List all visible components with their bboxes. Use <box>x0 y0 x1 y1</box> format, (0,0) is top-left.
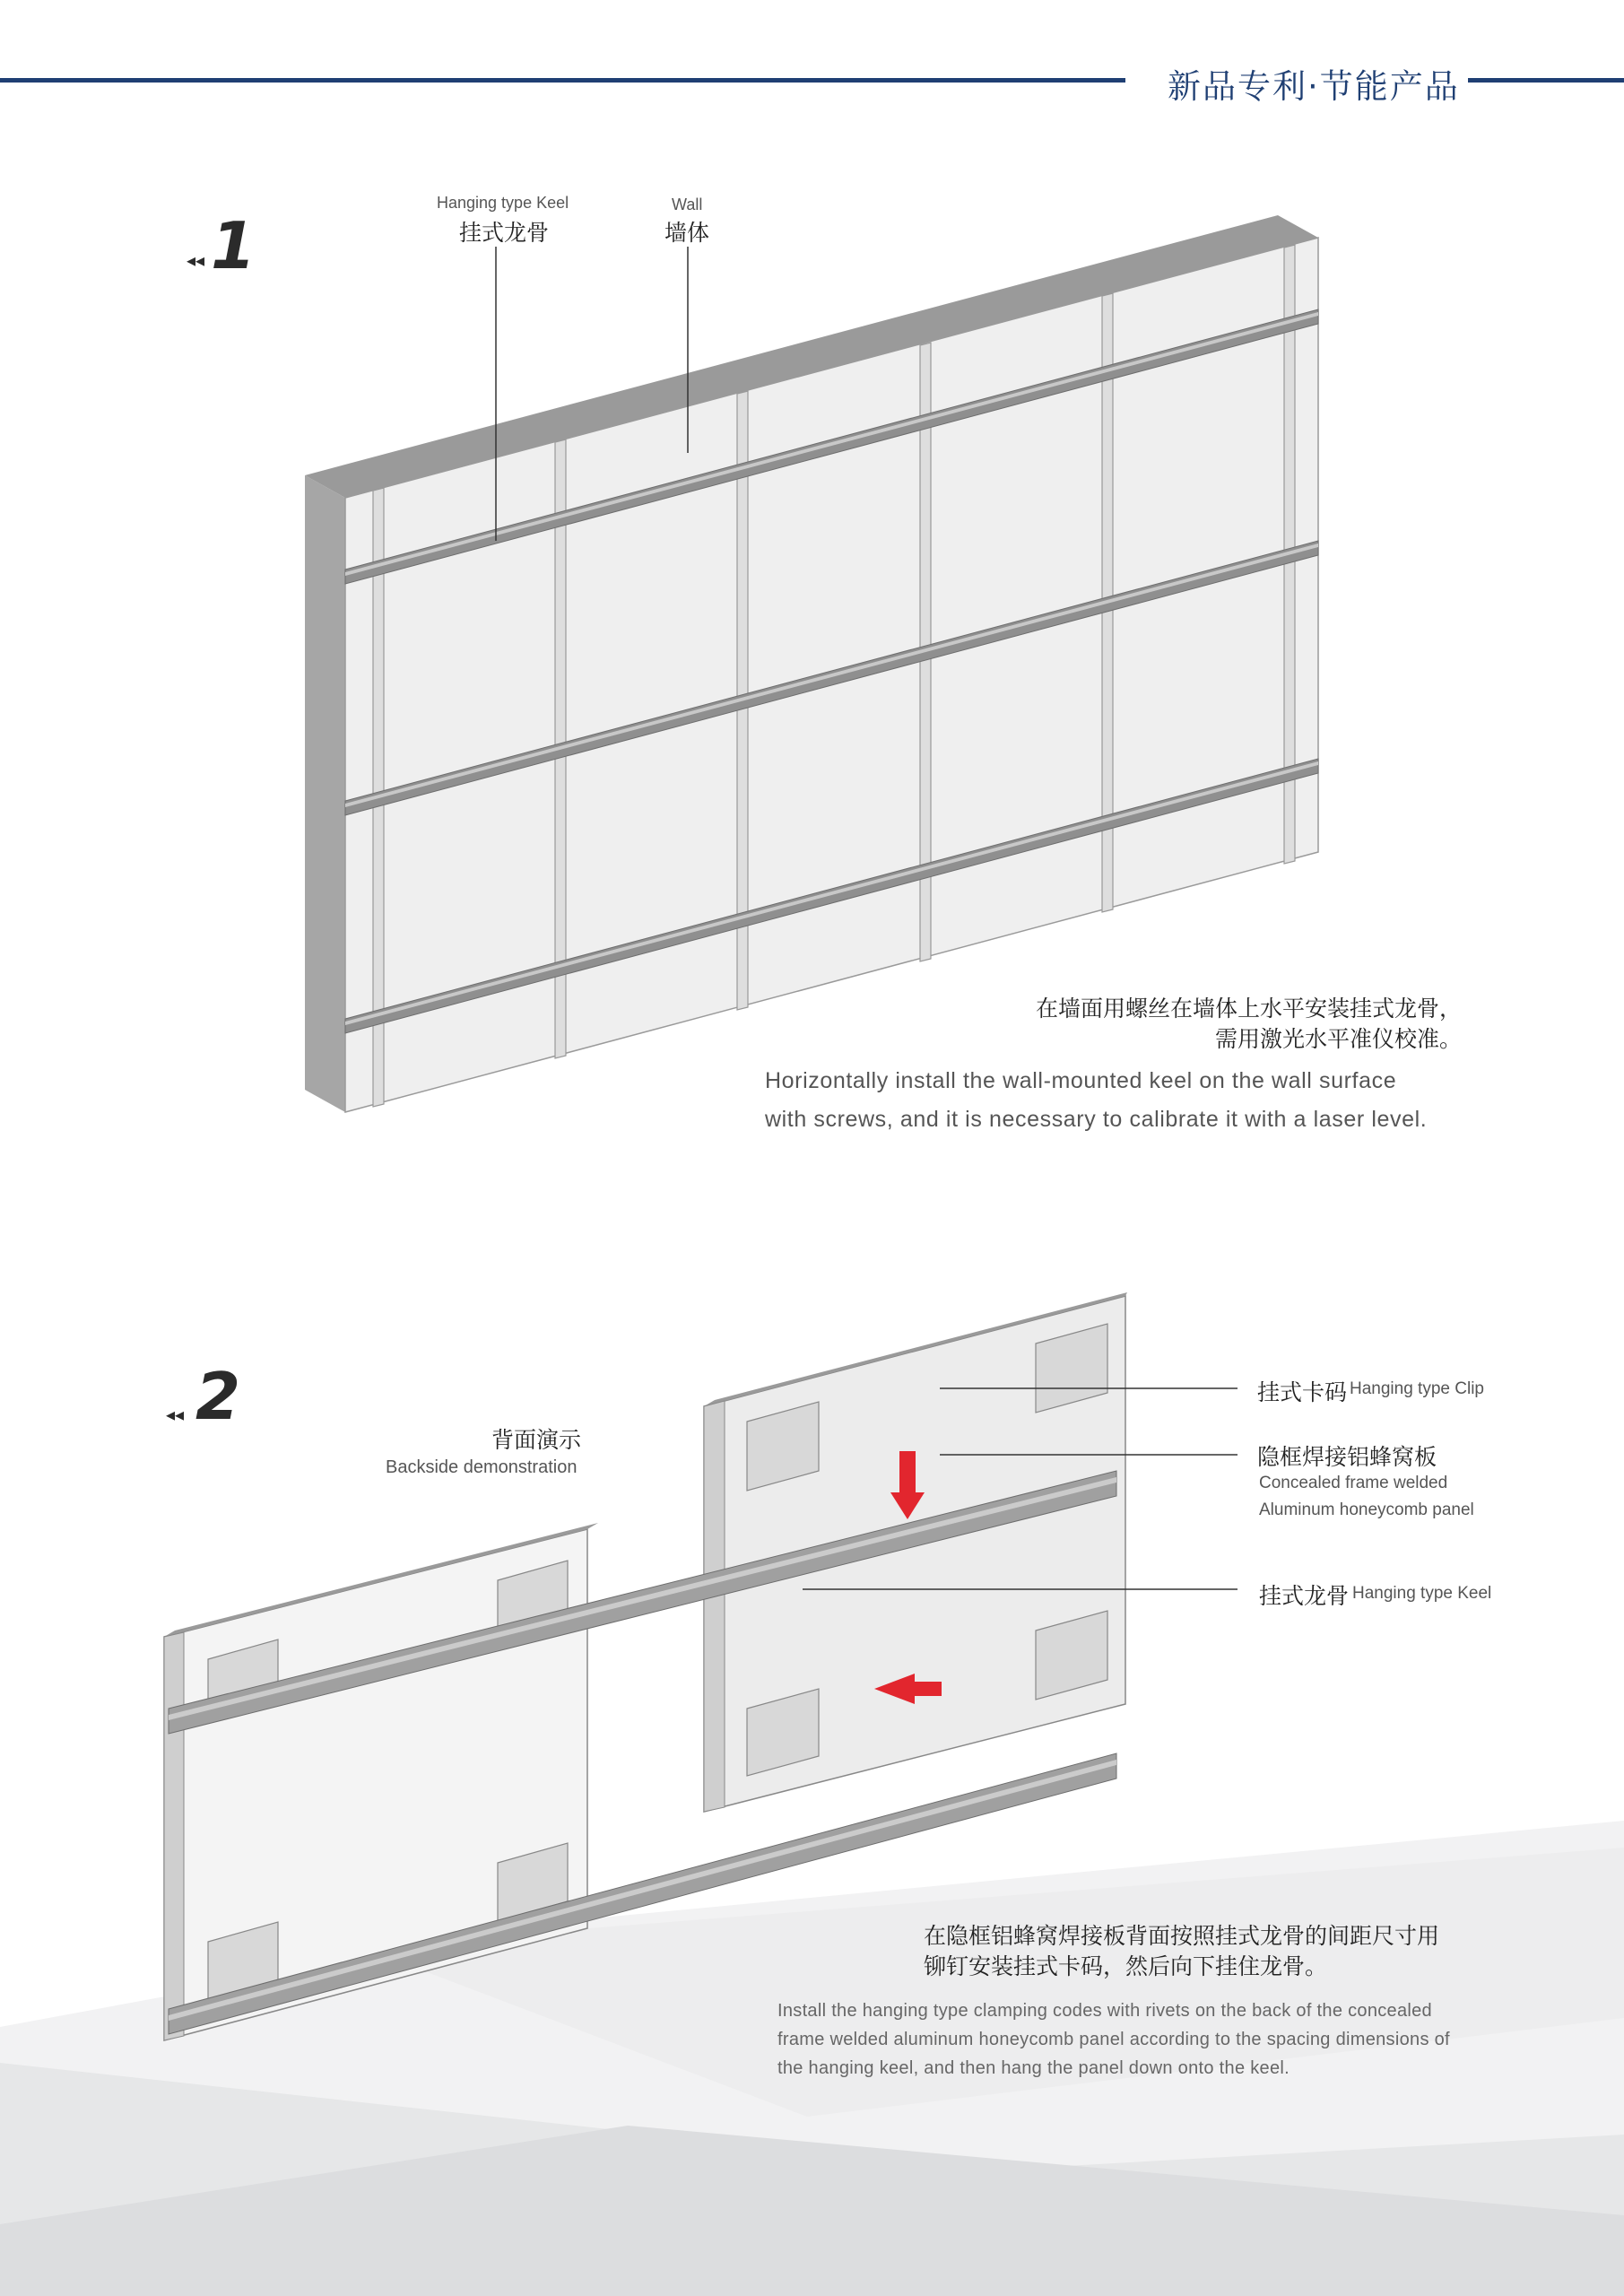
step1-desc-en-line2: with screws, and it is necessary to calibrate it with a laser level. <box>765 1107 1428 1132</box>
step2-desc-en-line3: the hanging keel, and then hang the panel down onto the keel. <box>777 2058 1290 2078</box>
step1-wall-illustration <box>305 215 1318 1112</box>
step1-description-zh <box>968 994 1462 1055</box>
step2-panel-en-line2: Aluminum honeycomb panel <box>1259 1500 1474 1519</box>
step1-keel-label-en: Hanging type Keel <box>437 194 569 212</box>
step2-desc-en-line2: frame welded aluminum honeycomb panel according to the spacing dimensions of <box>777 2030 1450 2049</box>
step2-backside-zh: 背面演示 <box>491 1427 582 1453</box>
step1-wall-label-en: Wall <box>672 196 703 213</box>
step2-description-en <box>777 1996 1477 2083</box>
step1-number: 1 <box>211 208 256 283</box>
step2-backside-en: Backside demonstration <box>386 1457 578 1477</box>
header-rule-right <box>1468 78 1624 83</box>
step1-wall-label-zh: 墙体 <box>664 220 710 246</box>
header-rule-left <box>0 78 1125 83</box>
step2-keel-en: Hanging type Keel <box>1352 1584 1492 1603</box>
step1-desc-zh-line1: 在墙面用螺丝在墙体上水平安装挂式龙骨， <box>1035 996 1462 1022</box>
step2-panel-zh: 隐框焊接铝蜂窝板 <box>1257 1444 1437 1470</box>
step2-clip-zh: 挂式卡码 <box>1257 1379 1348 1405</box>
step1-arrows-icon: ◂◂ <box>187 249 205 271</box>
step2-arrows-icon: ◂◂ <box>166 1404 185 1425</box>
step2-desc-zh-line1: 在隐框铝蜂窝焊接板背面按照挂式龙骨的间距尺寸用 <box>924 1923 1440 1949</box>
step2-keel-zh: 挂式龙骨 <box>1259 1583 1350 1609</box>
step1-desc-zh-line2: 需用激光水平准仪校准。 <box>1214 1026 1462 1052</box>
step2-number: 2 <box>195 1359 241 1434</box>
step2-clip-en: Hanging type Clip <box>1350 1379 1484 1398</box>
header-title: 新品专利·节能产品 <box>1168 67 1460 106</box>
step1-description-en <box>765 1062 1464 1139</box>
step1-keel-label-zh: 挂式龙骨 <box>459 220 550 246</box>
step2-description-zh <box>924 1921 1498 1982</box>
step2-desc-zh-line2: 铆钉安装挂式卡码，然后向下挂住龙骨。 <box>924 1953 1328 1979</box>
step2-panel-en-line1: Concealed frame welded <box>1259 1474 1448 1492</box>
step2-desc-en-line1: Install the hanging type clamping codes with rivets on the back of the concealed <box>777 2001 1432 2021</box>
step1-desc-en-line1: Horizontally install the wall-mounted keel on the wall surface <box>765 1068 1397 1093</box>
